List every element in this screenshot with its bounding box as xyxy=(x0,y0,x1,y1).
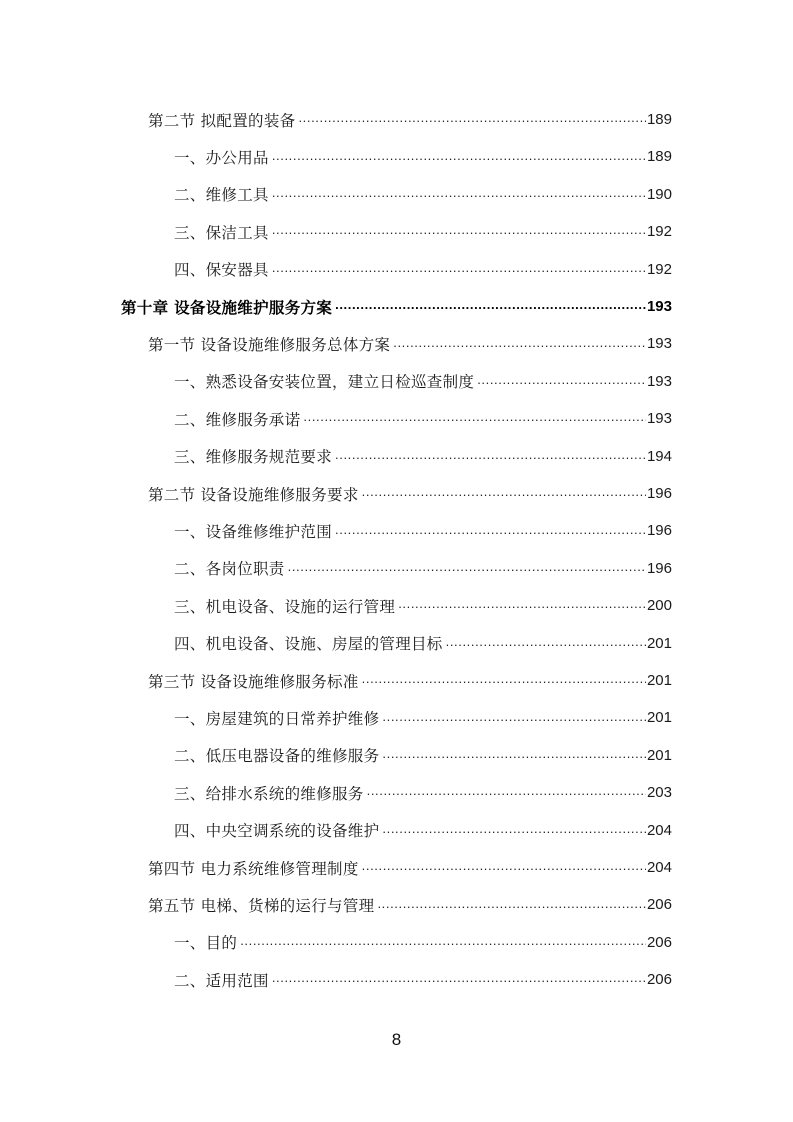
toc-entry-page: 201 xyxy=(646,709,672,727)
toc-entry-page: 204 xyxy=(646,859,672,876)
toc-entry-page: 192 xyxy=(646,260,672,278)
toc-entry[interactable] xyxy=(174,924,672,961)
toc-entry-title: 三、保洁工具 xyxy=(174,223,269,242)
toc-entry-page: 201 xyxy=(646,746,672,764)
dot-leader xyxy=(272,224,646,240)
toc-entry-title: 第五节 电梯、货梯的运行与管理 xyxy=(148,896,375,915)
toc-entry-title: 四、保安器具 xyxy=(174,261,269,280)
toc-entry[interactable] xyxy=(174,176,672,213)
toc-entry-page: 193 xyxy=(646,298,672,315)
toc-entry-title: 第一节 设备设施维修服务总体方案 xyxy=(148,335,391,354)
dot-leader xyxy=(335,299,646,315)
toc-entry-title: 一、熟悉设备安装位置，建立日检巡查制度 xyxy=(174,373,475,392)
dot-leader xyxy=(367,785,646,801)
toc-entry[interactable] xyxy=(148,475,672,512)
toc-entry-page: 190 xyxy=(646,185,672,203)
toc-entry-title: 三、机电设备、设施的运行管理 xyxy=(174,597,396,616)
dot-leader xyxy=(393,336,646,352)
toc-entry-page: 200 xyxy=(646,597,672,615)
toc-entry-title: 第四节 电力系统维修管理制度 xyxy=(148,859,359,878)
toc-entry[interactable] xyxy=(174,625,672,662)
dot-leader xyxy=(382,748,646,764)
toc-entry-page: 194 xyxy=(646,447,672,465)
toc-entry[interactable] xyxy=(174,587,672,624)
toc-entry[interactable] xyxy=(148,849,672,886)
toc-entry-title: 二、各岗位职责 xyxy=(174,560,285,579)
dot-leader xyxy=(377,897,646,913)
toc-entry-page: 196 xyxy=(646,559,672,577)
toc-entry-page: 204 xyxy=(646,821,672,839)
toc-entry-title: 第二节 设备设施维修服务要求 xyxy=(148,485,359,504)
toc-entry[interactable] xyxy=(174,699,672,736)
dot-leader xyxy=(446,635,646,651)
dot-leader xyxy=(272,149,646,165)
toc-entry-title: 第二节 拟配置的装备 xyxy=(148,111,296,130)
dot-leader xyxy=(477,374,646,390)
toc-entry[interactable] xyxy=(174,251,672,288)
toc-entry-title: 二、维修服务承诺 xyxy=(174,410,301,429)
toc-entry-title: 四、中央空调系统的设备维护 xyxy=(174,822,380,841)
dot-leader xyxy=(288,561,646,577)
toc-entry-page: 193 xyxy=(646,372,672,390)
dot-leader xyxy=(382,710,646,726)
dot-leader xyxy=(362,673,646,689)
dot-leader xyxy=(240,935,646,951)
toc-entry[interactable] xyxy=(148,101,672,138)
dot-leader xyxy=(335,523,646,539)
toc-entry[interactable] xyxy=(174,400,672,437)
toc-entry-title: 一、办公用品 xyxy=(174,148,269,167)
dot-leader xyxy=(398,598,646,614)
toc-entry[interactable] xyxy=(148,886,672,923)
dot-leader xyxy=(298,112,646,128)
toc-entry-title: 三、维修服务规范要求 xyxy=(174,448,333,467)
toc-entry-title: 四、机电设备、设施、房屋的管理目标 xyxy=(174,635,443,654)
dot-leader xyxy=(335,448,646,464)
toc-entry[interactable] xyxy=(174,138,672,175)
toc-entry[interactable] xyxy=(148,325,672,362)
toc-entry[interactable] xyxy=(174,438,672,475)
toc-entry[interactable] xyxy=(174,961,672,998)
toc-entry-title: 三、给排水系统的维修服务 xyxy=(174,784,364,803)
toc-entry-title: 第三节 设备设施维修服务标准 xyxy=(148,672,359,691)
dot-leader xyxy=(382,822,646,838)
toc-entry-page: 193 xyxy=(646,335,672,353)
toc-entry[interactable] xyxy=(174,213,672,250)
toc-entry-page: 206 xyxy=(646,896,672,914)
toc-entry-page: 193 xyxy=(646,410,672,428)
toc-entry-page: 189 xyxy=(646,148,672,166)
toc-entry[interactable] xyxy=(174,512,672,549)
dot-leader xyxy=(362,486,646,502)
toc-entry[interactable] xyxy=(174,812,672,849)
toc-entry-page: 206 xyxy=(646,971,672,989)
toc-entry-title: 一、设备维修维护范围 xyxy=(174,522,333,541)
toc-entry-page: 201 xyxy=(646,634,672,652)
toc-entry-title: 二、维修工具 xyxy=(174,186,269,205)
dot-leader xyxy=(272,261,646,277)
toc-entry-title: 二、低压电器设备的维修服务 xyxy=(174,747,380,766)
toc-entry[interactable] xyxy=(174,550,672,587)
toc-entry-page: 189 xyxy=(646,111,672,128)
toc-entry[interactable] xyxy=(174,774,672,811)
dot-leader xyxy=(272,972,646,988)
toc-entry[interactable] xyxy=(148,662,672,699)
toc-entry-page: 196 xyxy=(646,522,672,540)
toc-chapter-entry[interactable] xyxy=(121,288,672,325)
toc-entry-title: 一、目的 xyxy=(174,934,238,953)
dot-leader xyxy=(272,187,646,203)
toc-entry-page: 201 xyxy=(646,672,672,689)
toc-entry-title: 二、适用范围 xyxy=(174,971,269,990)
toc-entry[interactable] xyxy=(174,737,672,774)
toc-entry[interactable] xyxy=(174,363,672,400)
dot-leader xyxy=(303,411,646,427)
page-number: 8 xyxy=(391,1030,402,1049)
dot-leader xyxy=(362,860,646,876)
toc-entry-page: 196 xyxy=(646,485,672,502)
toc-entry-title: 一、房屋建筑的日常养护维修 xyxy=(174,709,380,728)
toc-entry-page: 203 xyxy=(646,784,672,802)
toc-entry-title: 第十章 设备设施维护服务方案 xyxy=(121,298,333,317)
toc-entry-page: 192 xyxy=(646,223,672,241)
toc-entry-page: 206 xyxy=(646,933,672,951)
